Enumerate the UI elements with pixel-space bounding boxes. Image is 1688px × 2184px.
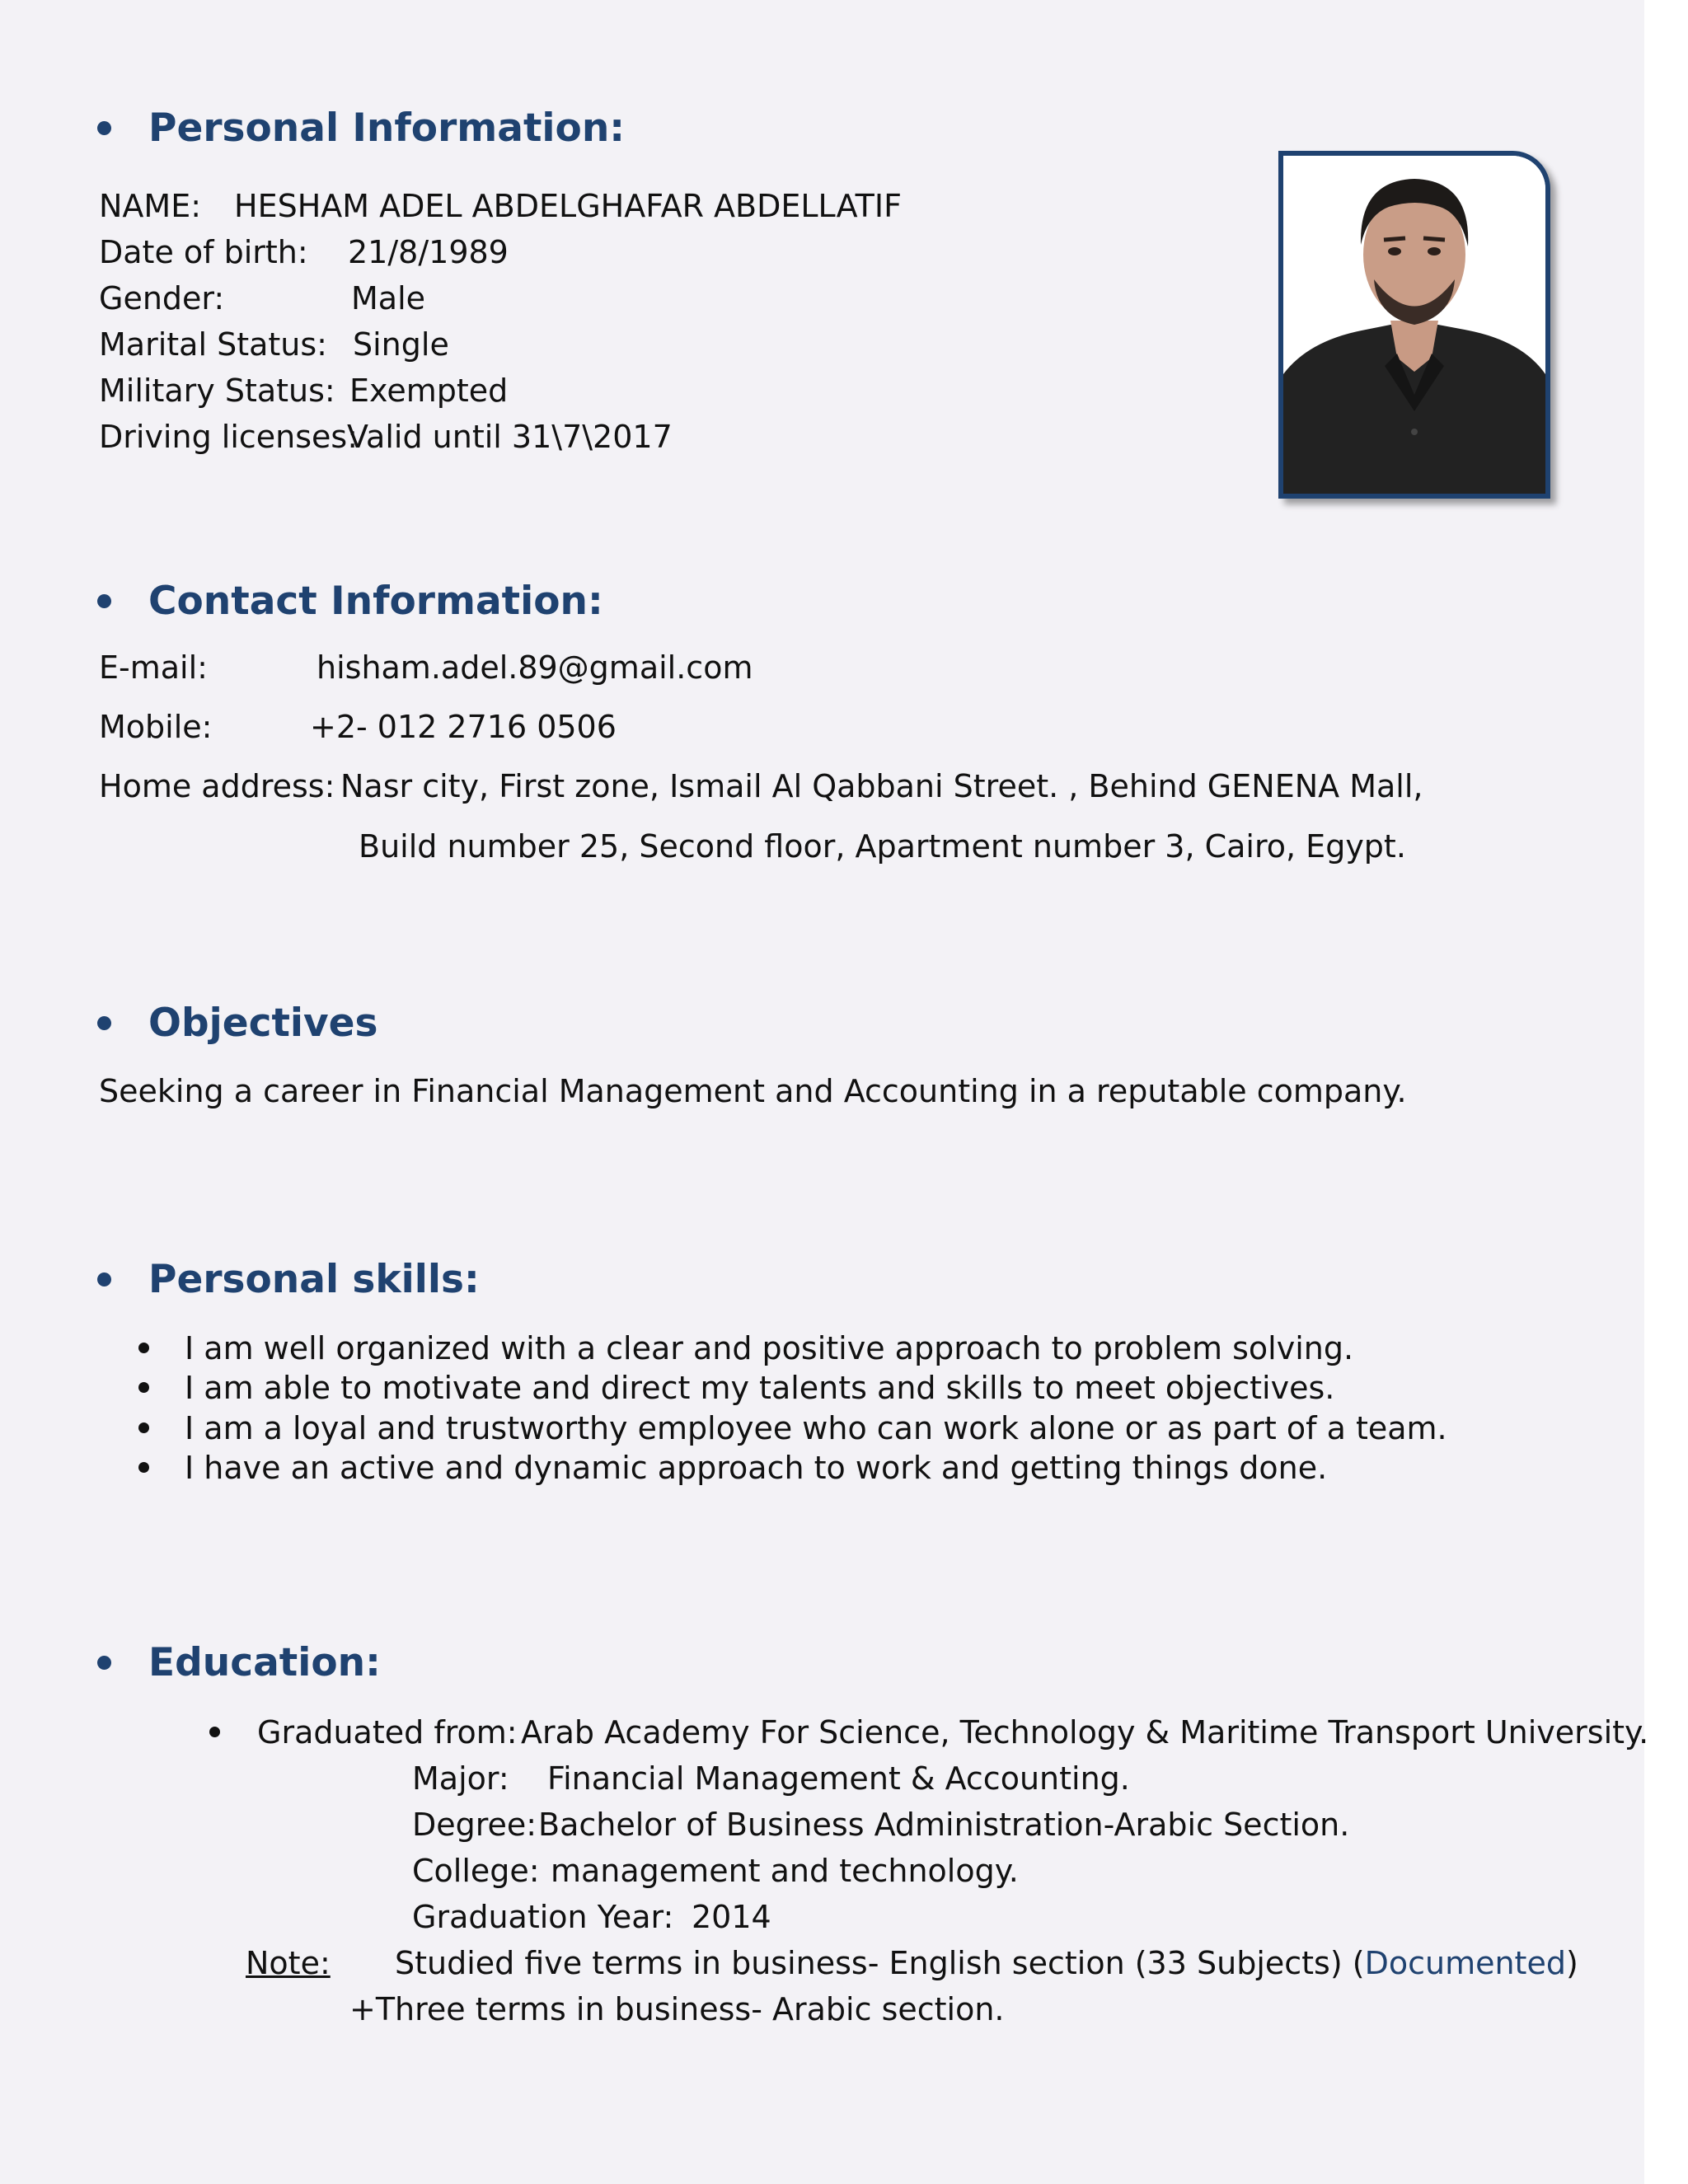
objectives-text: Seeking a career in Financial Management and Accounting in a reputable company. <box>99 1073 1407 1109</box>
degree-value: Bachelor of Business Administration-Arabic Section. <box>538 1807 1350 1843</box>
bullet-icon <box>138 1382 149 1393</box>
skill-item: I have an active and dynamic approach to work and getting things done. <box>185 1450 1328 1486</box>
skill-item: I am able to motivate and direct my talents and skills to meet objectives. <box>185 1370 1335 1406</box>
gender-value: Male <box>351 280 426 316</box>
skills-heading: Personal skills: <box>97 1257 480 1302</box>
bullet-icon <box>97 1272 111 1286</box>
major-value: Financial Management & Accounting. <box>547 1760 1130 1797</box>
bullet-icon <box>97 121 111 135</box>
graduation-year-value: 2014 <box>692 1899 771 1935</box>
bullet-icon <box>138 1422 149 1433</box>
address-line2: Build number 25, Second floor, Apartment number 3, Cairo, Egypt. <box>359 828 1406 865</box>
person-photo-icon <box>1283 156 1545 494</box>
profile-photo <box>1278 151 1550 499</box>
contact-info-heading: Contact Information: <box>97 579 603 624</box>
email-value: hisham.adel.89@gmail.com <box>316 649 753 686</box>
note-line2: +Three terms in business- Arabic section. <box>349 1991 1005 2027</box>
license-value: Valid until 31\7\2017 <box>347 419 673 455</box>
personal-info-heading: Personal Information: <box>97 105 625 151</box>
education-heading: Education: <box>97 1640 381 1685</box>
skill-item: I am well organized with a clear and positive approach to problem solving. <box>185 1330 1354 1366</box>
bullet-icon <box>209 1727 220 1737</box>
bullet-icon <box>97 1656 111 1670</box>
marital-value: Single <box>353 326 449 363</box>
military-value: Exempted <box>349 373 509 409</box>
college-value: management and technology. <box>551 1853 1019 1889</box>
bullet-icon <box>97 594 111 608</box>
bullet-icon <box>138 1462 149 1473</box>
documented-label: Documented <box>1364 1945 1566 1981</box>
name-value: HESHAM ADEL ABDELGHAFAR ABDELLATIF <box>234 188 902 224</box>
bullet-icon <box>97 1016 111 1030</box>
dob-value: 21/8/1989 <box>348 234 509 270</box>
mobile-value: +2- 012 2716 0506 <box>310 709 617 745</box>
skill-item: I am a loyal and trustworthy employee who can work alone or as part of a team. <box>185 1410 1447 1446</box>
resume-page: Personal Information: NAME: HESHAM ADEL ABDELGHAFAR ABDELLATIF Date of birth: 21/8/1989 Gender: Male Marital Status: Single Military Status: Exempted Driving licenses: Valid until 31\7\2017 Contact Information: E-mail: hisham.adel.89@gmail.com Mobile: +2- 012 2716 0506 Home address: Nasr city, First zone, Ismail Al Qabbani Street. , Behind GENENA Mall, Build number 25, Second floor, Apartment number 3, Cairo, Egypt. Objectives Seeking a career in Financial Management and Accounting in a reputable company. Personal skills: I am well organized with a clear and positive approach to problem solving. I am able to motivate and direct my talents and skills to meet objectives. I am a loyal and trustworthy employee who can work alone or as part of a team. I have an active and dynamic approach to work and getting things done. Education: Graduated from: Arab Academy For Science, Technology & Maritime Transport University. Major: Financial Management & Accounting. Degree: Bachelor of Business Administration-Arabic Section. College: management and technology. Graduation Year: 2014 Note: Studied five terms in business- English section (33 Subjects) (Documented) +Three terms in business- Arabic section. <box>0 0 1644 2184</box>
objectives-heading: Objectives <box>97 1001 378 1046</box>
name-row: NAME: HESHAM ADEL ABDELGHAFAR ABDELLATIF <box>99 188 902 224</box>
address-line1: Nasr city, First zone, Ismail Al Qabbani Street. , Behind GENENA Mall, <box>340 768 1423 804</box>
bullet-icon <box>138 1343 149 1353</box>
university-value: Arab Academy For Science, Technology & Maritime Transport University. <box>521 1714 1649 1750</box>
note-text: Studied five terms in business- English section (33 Subjects) ( <box>395 1945 1365 1981</box>
